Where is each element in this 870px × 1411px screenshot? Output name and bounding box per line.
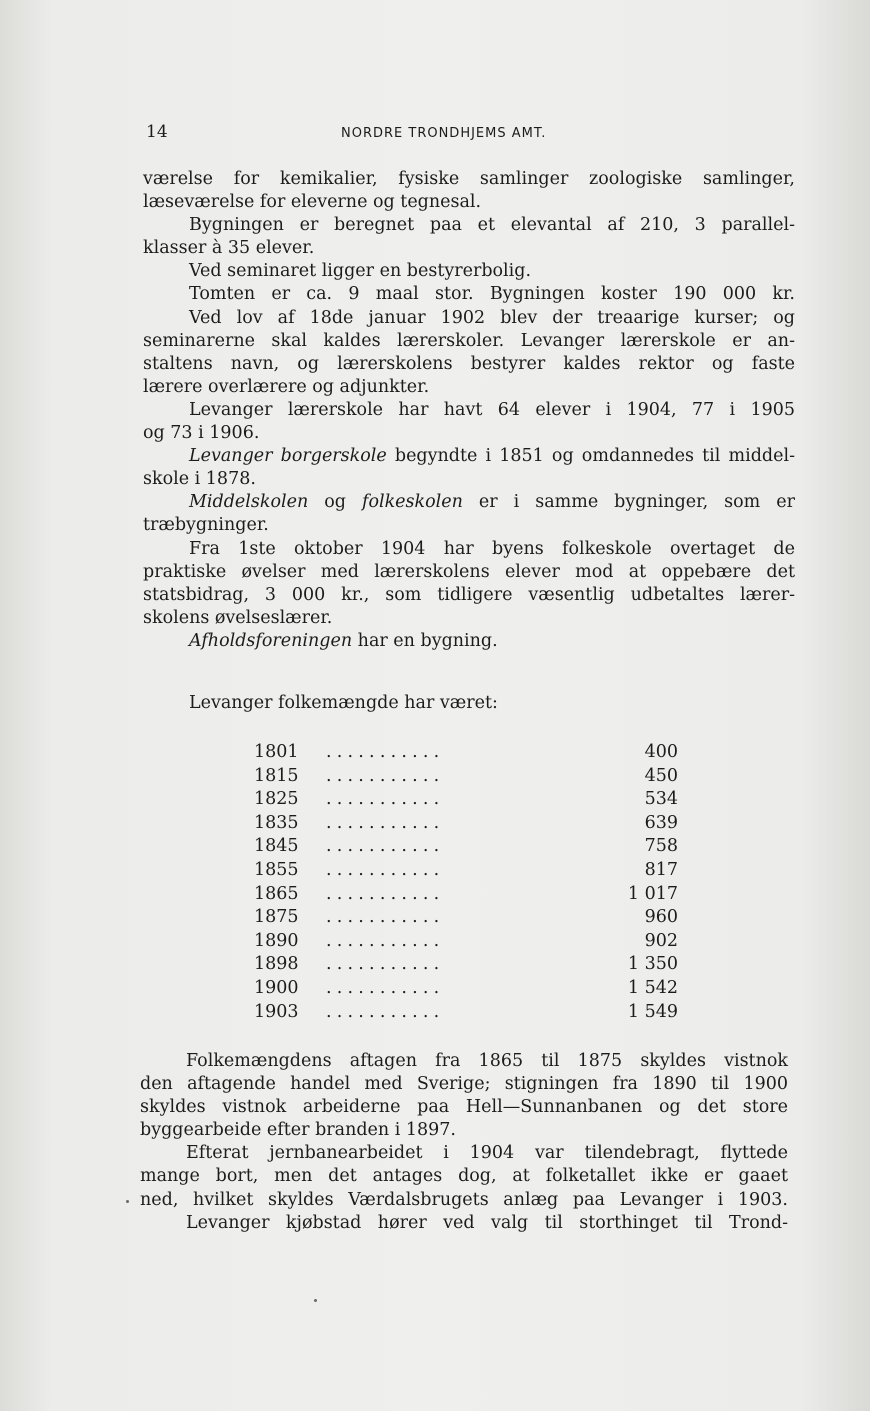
- dot-leader: ...........: [326, 1001, 445, 1022]
- population-value: 1 549: [627, 1001, 678, 1022]
- text-line: Levanger kjøbstad hører ved valg til storthinget til Trond-: [186, 1212, 788, 1233]
- year-cell: 1825: [254, 789, 299, 810]
- body-text-upper: [143, 168, 795, 653]
- italic-term: folkeskolen: [361, 492, 463, 513]
- population-value: 1 350: [627, 954, 678, 975]
- text-line: den aftagende handel med Sverige; stigningen fra 1890 til 1900: [140, 1074, 788, 1095]
- text-line: træbygninger.: [143, 515, 269, 536]
- year-cell: 1900: [254, 977, 299, 998]
- year-cell: 1890: [254, 930, 299, 951]
- afholds-line: Afholdsforeningen har en bygning.: [189, 630, 498, 651]
- dot-leader: ...........: [326, 930, 445, 951]
- population-value: 758: [644, 836, 678, 857]
- borgerskole-line: Levanger borgerskole begyndte i 1851 og omdannedes til middel-: [189, 446, 795, 467]
- dot-leader: ...........: [326, 907, 445, 928]
- population-value: 639: [644, 812, 678, 833]
- text-line: Bygningen er beregnet paa et elevantal af 210, 3 parallel-: [189, 215, 795, 236]
- year-cell: 1855: [254, 859, 299, 880]
- dot-leader: ...........: [326, 977, 445, 998]
- text-line: og 73 i 1906.: [143, 423, 260, 444]
- population-row: [254, 930, 678, 954]
- dot-leader: ...........: [326, 765, 445, 786]
- text-line: skyldes vistnok arbeiderne paa Hell—Sunnanbanen og det store: [140, 1097, 788, 1118]
- population-row: [254, 812, 678, 836]
- italic-term: Levanger borgerskole: [189, 446, 387, 467]
- year-cell: 1815: [254, 765, 299, 786]
- italic-term: Middelskolen: [189, 492, 309, 513]
- population-value: 817: [644, 859, 678, 880]
- scan-speck: [126, 1200, 129, 1203]
- year-cell: 1903: [254, 1001, 299, 1022]
- year-cell: 1898: [254, 954, 299, 975]
- text-line: skolens øvelseslærer.: [143, 607, 333, 628]
- page-header: [146, 122, 796, 146]
- text-line: staltens navn, og lærerskolens bestyrer kaldes rektor og faste: [143, 353, 795, 374]
- text-line: ned, hvilket skyldes Værdalsbrugets anlæg paa Levanger i 1903.: [140, 1189, 788, 1210]
- dot-leader: ...........: [326, 883, 445, 904]
- text-line: praktiske øvelser med lærerskolens elever mod at oppebære det: [143, 561, 795, 582]
- text-line: skole i 1878.: [143, 469, 256, 490]
- population-value: 534: [644, 789, 678, 810]
- text-line: Ved lov af 18de januar 1902 blev der treaarige kurser; og: [189, 307, 795, 328]
- page-number: 14: [146, 122, 168, 142]
- population-row: [254, 1001, 678, 1025]
- italic-term: Afholdsforeningen: [189, 630, 353, 651]
- population-value: 450: [644, 765, 678, 786]
- year-cell: 1875: [254, 907, 299, 928]
- text-line: Folkemængdens aftagen fra 1865 til 1875 skyldes vistnok: [186, 1051, 788, 1071]
- population-row: [254, 788, 678, 812]
- text-line: klasser à 35 elever.: [143, 238, 315, 259]
- population-row: [254, 953, 678, 977]
- year-cell: 1835: [254, 812, 299, 833]
- dot-leader: ...........: [326, 954, 445, 975]
- body-text-lower: [140, 1050, 788, 1235]
- population-row: [254, 977, 678, 1001]
- text-line: læseværelse for eleverne og tegnesal.: [143, 192, 482, 213]
- dot-leader: ...........: [326, 812, 445, 833]
- population-row: [254, 741, 678, 765]
- year-cell: 1845: [254, 836, 299, 857]
- text-line: Efterat jernbanearbeidet i 1904 var tilendebragt, flyttede: [186, 1143, 788, 1164]
- population-row: [254, 765, 678, 789]
- running-title: NORDRE TRONDHJEMS AMT.: [341, 126, 547, 141]
- text-line: mange bort, men det antages dog, at folketallet ikke er gaaet: [140, 1166, 788, 1187]
- dot-leader: ...........: [326, 742, 445, 762]
- population-row: [254, 859, 678, 883]
- population-row: [254, 906, 678, 930]
- text-line: Levanger lærerskole har havt 64 elever i 1904, 77 i 1905: [189, 399, 795, 420]
- scan-speck: [314, 1299, 317, 1302]
- text-line: værelse for kemikalier, fysiske samlinger zoologiske samlinger,: [143, 169, 795, 189]
- text-line: statsbidrag, 3 000 kr., som tidligere væsentlig udbetaltes lærer-: [143, 584, 795, 605]
- population-intro: Levanger folkemængde har været:: [189, 693, 498, 713]
- text-line: seminarerne skal kaldes lærerskoler. Levanger lærerskole er an-: [143, 330, 795, 351]
- year-cell: 1801: [254, 742, 299, 762]
- population-value: 1 017: [627, 883, 678, 904]
- dot-leader: ...........: [326, 859, 445, 880]
- text-line: Fra 1ste oktober 1904 har byens folkeskole overtaget de: [189, 538, 795, 559]
- middelskolen-line: Middelskolen og folkeskolen er i samme bygninger, som er: [189, 492, 795, 513]
- population-value: 960: [644, 907, 678, 928]
- text-line: Tomten er ca. 9 maal stor. Bygningen koster 190 000 kr.: [189, 284, 795, 305]
- year-cell: 1865: [254, 883, 299, 904]
- text-line: lærere overlærere og adjunkter.: [143, 376, 430, 397]
- population-table: [254, 741, 678, 1024]
- text-line: byggearbeide efter branden i 1897.: [140, 1120, 456, 1141]
- population-value: 400: [644, 742, 678, 762]
- dot-leader: ...........: [326, 789, 445, 810]
- population-row: [254, 883, 678, 907]
- population-value: 902: [644, 930, 678, 951]
- population-value: 1 542: [627, 977, 678, 998]
- dot-leader: ...........: [326, 836, 445, 857]
- population-row: [254, 835, 678, 859]
- text-line: Ved seminaret ligger en bestyrerbolig.: [189, 261, 532, 282]
